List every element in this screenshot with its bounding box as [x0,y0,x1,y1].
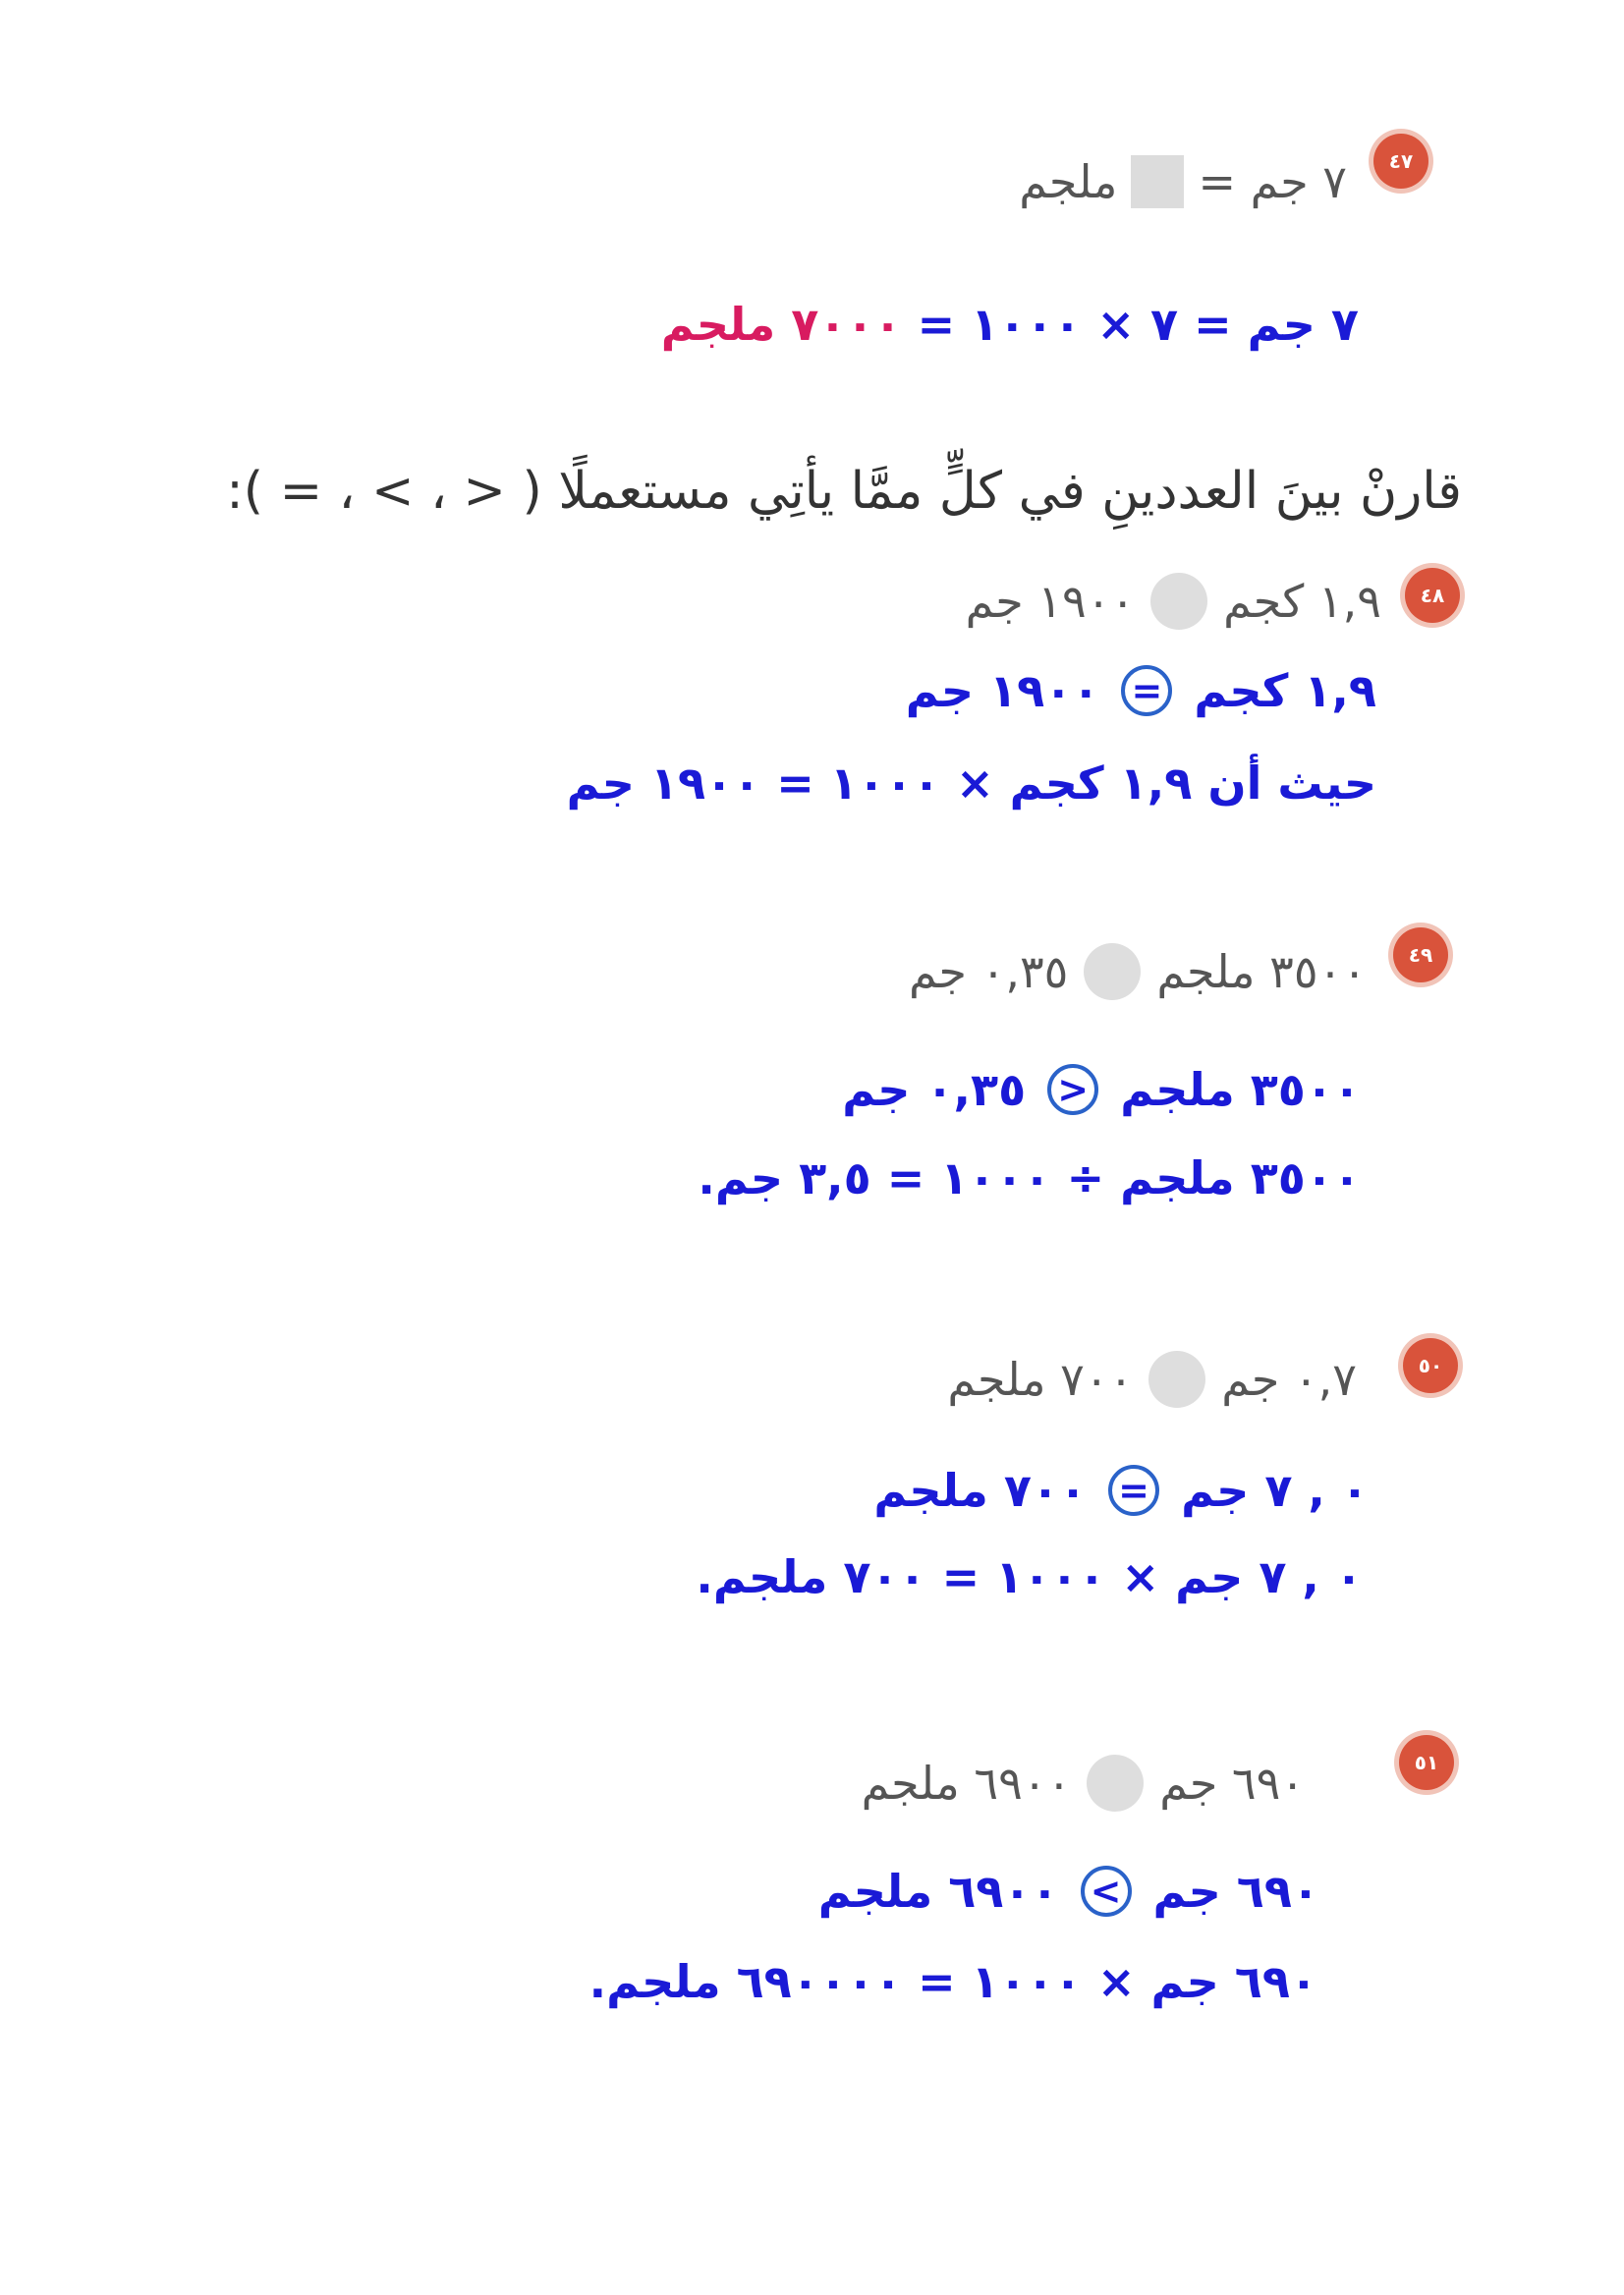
question-left: ٧ جم = [1198,155,1347,208]
problem-answer [661,298,1359,351]
question-right: ٠,٣٥ جم [908,945,1069,998]
question-right: ٧٠٠ ملجم [947,1353,1134,1406]
compare-question [909,943,1367,1000]
question-right: ١٩٠٠ جم [965,575,1136,628]
compare-explanation: ٦٩٠ جم × ١٠٠٠ = ٦٩٠٠٠٠ ملجم. [588,1955,1317,2008]
problem-question [1019,155,1347,208]
comparison-symbol: < [1081,1866,1132,1917]
comparison-symbol: = [1121,665,1172,716]
comparison-symbol: = [1108,1465,1159,1516]
answer-right: ١٩٠٠ جم [905,664,1100,717]
answer-left: ٦٩٠ جم [1152,1865,1319,1918]
compare-answer [818,1865,1319,1918]
compare-explanation: ٠ , ٧ جم × ١٠٠٠ = ٧٠٠ ملجم. [696,1550,1363,1603]
answer-right: ٧٠٠ ملجم [873,1464,1088,1517]
answer-left: ١,٩ كجم [1194,664,1376,717]
answer-result: ٧٠٠٠ ملجم [660,298,902,351]
problem-number-badge: ٤٧ [1373,134,1428,189]
compare-question [947,1351,1357,1408]
compare-explanation: حيث أن ١,٩ كجم × ١٠٠٠ = ١٩٠٠ جم [566,756,1376,810]
compare-blank-circle [1148,1351,1205,1408]
problem-number-badge: ٤٨ [1405,568,1460,623]
answer-blank-box [1131,155,1184,208]
compare-blank-circle [1087,1755,1144,1812]
compare-question [966,573,1381,630]
comparison-symbol: > [1047,1064,1098,1115]
question-left: ٠,٧ جم [1221,1353,1357,1406]
problem-number-badge: ٥٠ [1403,1338,1458,1393]
compare-blank-circle [1084,943,1141,1000]
compare-answer [873,1464,1369,1517]
problem-number-badge: ٥١ [1399,1735,1454,1790]
answer-left: ٣٥٠٠ ملجم [1120,1063,1361,1116]
answer-right: ٦٩٠٠ ملجم [817,1865,1059,1918]
question-left: ٣٥٠٠ ملجم [1156,945,1367,998]
compare-question [862,1755,1305,1812]
compare-explanation: ٣٥٠٠ ملجم ÷ ١٠٠٠ = ٣,٥ جم. [698,1151,1361,1204]
answer-main: ٧ جم = ٧ × ١٠٠٠ = [917,298,1359,351]
answer-left: ٠ , ٧ جم [1181,1464,1369,1517]
question-right: ملجم [1019,155,1118,208]
compare-answer [906,664,1376,717]
question-left: ٦٩٠ جم [1159,1757,1305,1810]
question-right: ٦٩٠٠ ملجم [861,1757,1072,1810]
problem-number-badge: ٤٩ [1393,927,1448,982]
compare-blank-circle [1150,573,1207,630]
section-heading: قارنْ بينَ العددينِ في كلٍّ ممَّا يأتِي مستعملًا ( < ، > ، = ): [226,462,1462,521]
question-left: ١,٩ كجم [1223,575,1381,628]
answer-right: ٠,٣٥ جم [842,1063,1027,1116]
compare-answer [842,1063,1361,1116]
